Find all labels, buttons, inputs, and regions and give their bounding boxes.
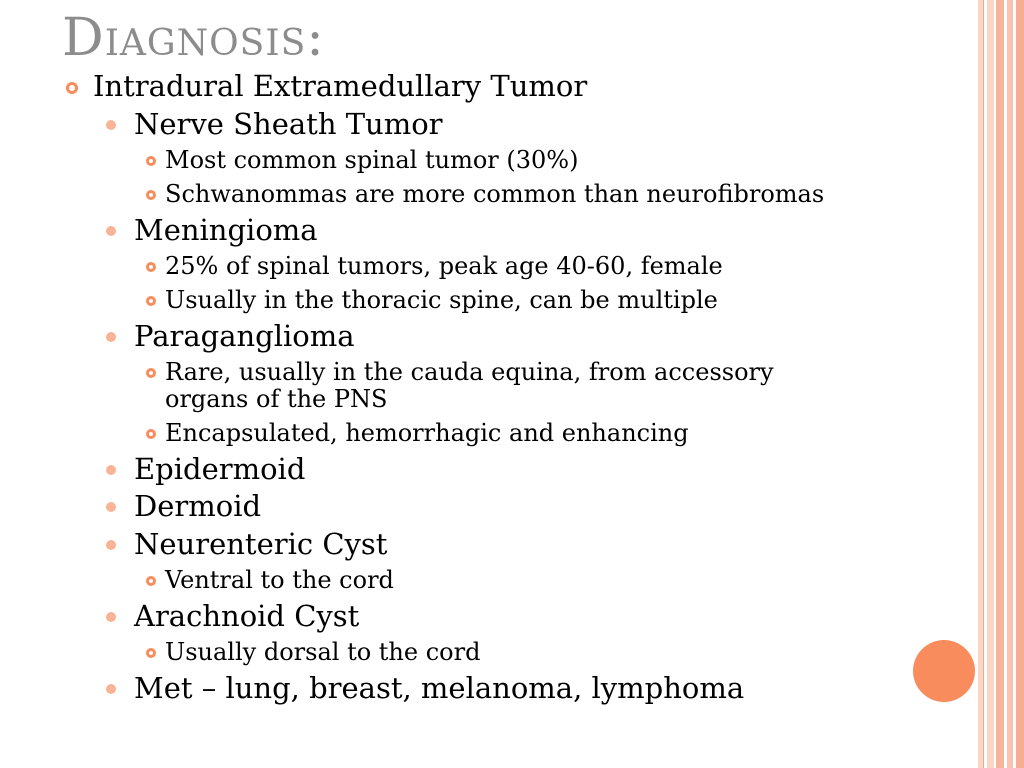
bullet-ring-icon: [146, 368, 156, 378]
bullet-level3: Most common spinal tumor (30%): [165, 146, 579, 174]
bullet-level3: Rare, usually in the cauda equina, from accessory: [165, 358, 774, 386]
decor-stripe: [987, 0, 994, 768]
bullet-dot-icon: [106, 465, 116, 475]
bullet-ring-icon: [66, 82, 78, 94]
bullet-ring-icon: [146, 156, 156, 166]
bullet-level2: Neurenteric Cyst: [134, 527, 388, 561]
bullet-dot-icon: [106, 684, 116, 694]
slide-title: Diagnosis:: [62, 8, 325, 68]
decor-stripe: [1007, 0, 1013, 768]
bullet-ring-icon: [146, 429, 156, 439]
bullet-dot-icon: [106, 226, 116, 236]
bullet-level2: Paraganglioma: [134, 319, 355, 353]
bullet-dot-icon: [106, 502, 116, 512]
bullet-level3: 25% of spinal tumors, peak age 40-60, female: [165, 252, 723, 280]
bullet-level3: Usually in the thoracic spine, can be multiple: [165, 286, 718, 314]
bullet-level2: Arachnoid Cyst: [134, 599, 360, 633]
bullet-level2: Epidermoid: [134, 452, 306, 486]
bullet-dot-icon: [106, 612, 116, 622]
bullet-level2: Nerve Sheath Tumor: [134, 107, 443, 141]
bullet-dot-icon: [106, 332, 116, 342]
bullet-ring-icon: [146, 296, 156, 306]
bullet-ring-icon: [146, 262, 156, 272]
bullet-level2: Dermoid: [134, 489, 262, 523]
bullet-level2: Meningioma: [134, 213, 318, 247]
decor-stripe: [1016, 0, 1024, 768]
decor-stripe: [996, 0, 1004, 768]
bullet-ring-icon: [146, 576, 156, 586]
bullet-level3: Encapsulated, hemorrhagic and enhancing: [165, 419, 689, 447]
bullet-ring-icon: [146, 648, 156, 658]
bullet-dot-icon: [106, 540, 116, 550]
bullet-level2: Met – lung, breast, melanoma, lymphoma: [134, 671, 745, 705]
bullet-level3: Ventral to the cord: [165, 566, 394, 594]
decor-circle: [913, 640, 975, 702]
bullet-level3: Usually dorsal to the cord: [165, 638, 481, 666]
bullet-level1: Intradural Extramedullary Tumor: [93, 69, 588, 103]
bullet-dot-icon: [106, 120, 116, 130]
bullet-ring-icon: [146, 190, 156, 200]
bullet-level3-continuation: organs of the PNS: [165, 385, 388, 413]
bullet-level3: Schwanommas are more common than neurofibromas: [165, 180, 825, 208]
decor-stripe: [983, 0, 984, 768]
